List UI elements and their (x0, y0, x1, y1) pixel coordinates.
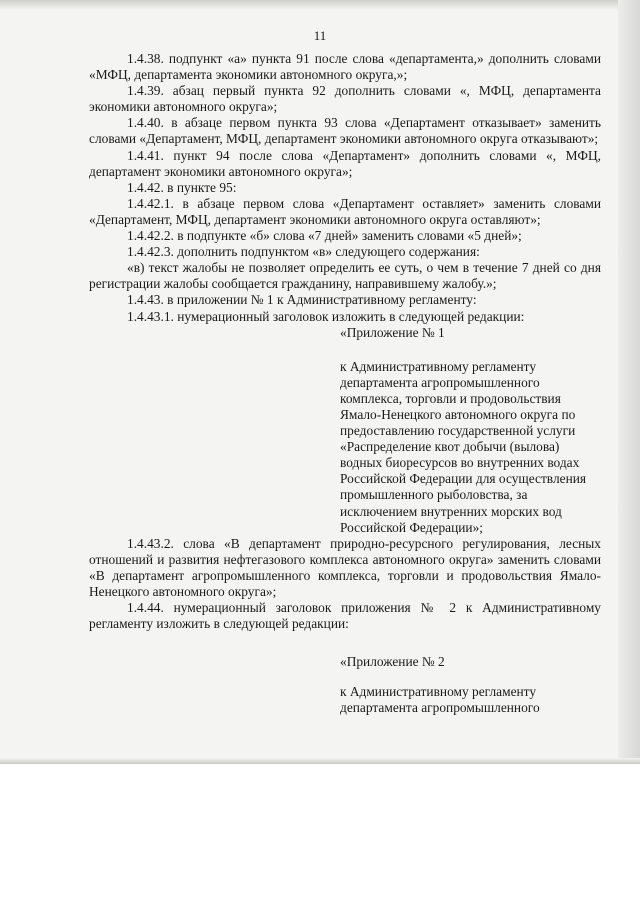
paragraph-1-4-42: 1.4.42. в пункте 95: (127, 179, 237, 195)
page-number: 11 (313, 28, 327, 43)
appendix-2-body: к Административному регламенту департамента агропромышленного (340, 684, 540, 716)
paragraph-1-4-39: 1.4.39. абзац первый пункта 92 дополнить словами «, МФЦ, департамента экономики автономного округа»; (89, 83, 601, 115)
scan-top-edge (0, 0, 640, 10)
appendix-1-body: к Административному регламенту департамента агропромышленного комплекса, торговли и продовольствия Ямало-Ненецкого автономного округа по предоставлению государственной услуги «Распределение квот добычи (вылова) водных биоресурсов во внутренних водах Российской Федерации для осуществления промышленного рыболовства, за исключением внутренних морских вод Российской Федерации»; (340, 358, 587, 535)
appendix-1-title: «Приложение № 1 (340, 324, 445, 340)
paragraph-1-4-42-1: 1.4.42.1. в абзаце первом слова «Департамент оставляет» заменить словами «Департамент, МФЦ, департамент экономики автономного округа оставляют»; (89, 195, 601, 227)
paragraph-1-4-43-1: 1.4.43.1. нумерационный заголовок изложить в следующей редакции: (127, 308, 525, 324)
spacer (89, 632, 601, 654)
spacer (89, 341, 601, 359)
scan-bottom-edge (0, 758, 640, 764)
paragraph-1-4-38: 1.4.38. подпункт «а» пункта 91 после слова «департамента,» дополнить словами «МФЦ, департамента экономики автономного округа,»; (89, 51, 601, 83)
scan-right-edge (618, 0, 640, 764)
paragraph-1-4-42-3: 1.4.42.3. дополнить подпунктом «в» следующего содержания: (127, 244, 480, 260)
paragraph-1-4-43-2: 1.4.43.2. слова «В департамент природно-ресурсного регулирования, лесных отношений и развития нефтегазового комплекса автономного округа» заменить словами «В департамент агропромышленного комплекса, торговли и продовольствия Ямало-Ненецкого автономного округа»; (89, 535, 601, 599)
paragraph-1-4-42-2: 1.4.42.2. в подпункте «б» слова «7 дней» заменить словами «5 дней»; (127, 228, 522, 244)
paragraph-quote-v: «в) текст жалобы не позволяет определить ее суть, о чем в течение 7 дней со дня регистрации жалобы сообщается гражданину, направившему жалобу.»; (89, 260, 601, 292)
spacer (89, 670, 601, 684)
appendix-2-title: «Приложение № 2 (340, 654, 445, 670)
paragraph-1-4-41: 1.4.41. пункт 94 после слова «Департамент» дополнить словами «, МФЦ, департамент экономики автономного округа»; (89, 147, 601, 179)
document-body (89, 51, 601, 717)
paragraph-1-4-44: 1.4.44. нумерационный заголовок приложения № 2 к Административному регламенту изложить в следующей редакции: (89, 600, 601, 632)
paragraph-1-4-40: 1.4.40. в абзаце первом пункта 93 слова «Департамент отказывает» заменить словами «Департамент, МФЦ, департамент экономики автономного округа отказывают»; (89, 115, 601, 147)
paragraph-1-4-43: 1.4.43. в приложении № 1 к Административному регламенту: (127, 292, 477, 308)
